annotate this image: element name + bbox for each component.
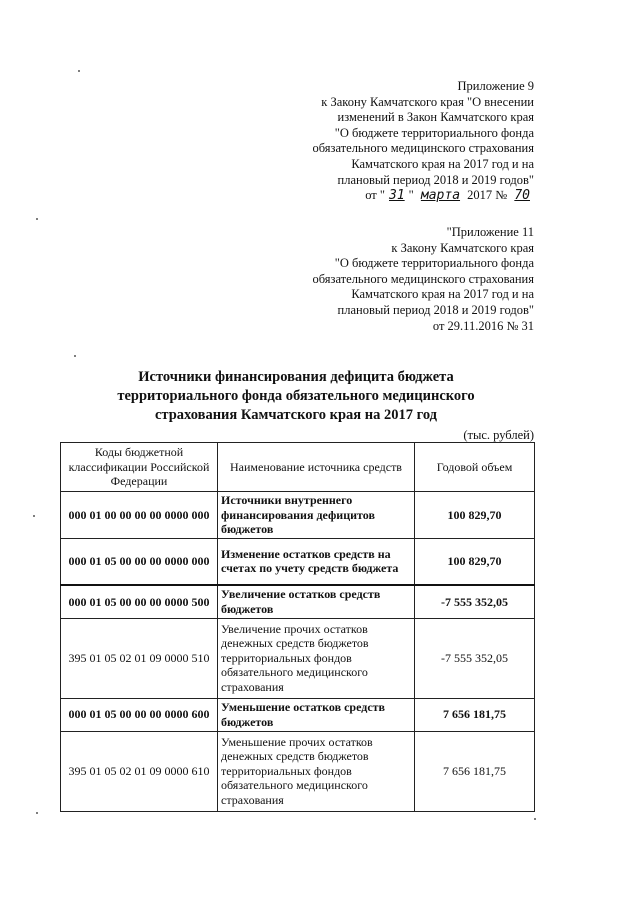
- row-name: Источники внутреннего финансирования дефицитов бюджетов: [218, 492, 415, 539]
- title-line: страхования Камчатского края на 2017 год: [154, 407, 438, 423]
- row-name: Изменение остатков средств на счетах по учету средств бюджета: [218, 538, 415, 585]
- header-name: Наименование источника средств: [218, 443, 415, 492]
- appendix-11-line: Камчатского края на 2017 год и на: [351, 287, 534, 302]
- table-row: [61, 618, 535, 698]
- appendix-9-line: Камчатского края на 2017 год и на: [351, 156, 534, 171]
- row-code: 000 01 05 00 00 00 0000 600: [61, 698, 218, 731]
- row-name: Увеличение остатков средств бюджетов: [218, 585, 415, 618]
- date-mid: ": [408, 188, 414, 203]
- scan-speck: [33, 515, 35, 517]
- scan-speck: [78, 70, 80, 72]
- table-header-row: [61, 443, 535, 492]
- date-day-handwritten: 31: [389, 188, 405, 204]
- date-prefix: от ": [365, 188, 385, 203]
- scan-speck: [36, 812, 38, 814]
- document-title: [96, 368, 496, 425]
- table-row: [61, 585, 535, 618]
- appendix-11-header: [312, 225, 534, 334]
- table-row: [61, 698, 535, 731]
- row-code: 395 01 05 02 01 09 0000 510: [61, 618, 218, 698]
- row-name: Уменьшение остатков средств бюджетов: [218, 698, 415, 731]
- row-code: 395 01 05 02 01 09 0000 610: [61, 731, 218, 811]
- header-codes: Коды бюджетной классификации Российской Федерации: [61, 443, 218, 492]
- row-code: 000 01 05 00 00 00 0000 500: [61, 585, 218, 618]
- table-row: [61, 492, 535, 539]
- scan-speck: [74, 355, 76, 357]
- appendix-11-line: от 29.11.2016 № 31: [432, 318, 534, 333]
- appendix-11-line: к Закону Камчатского края: [391, 240, 534, 255]
- appendix-9-line: изменений в Закон Камчатского края: [337, 110, 534, 125]
- appendix-11-line: "Приложение 11: [446, 225, 534, 239]
- row-amount: 100 829,70: [415, 538, 535, 585]
- scan-speck: [534, 818, 536, 820]
- appendix-11-line: "О бюджете территориального фонда: [334, 256, 534, 271]
- row-amount: 7 656 181,75: [415, 698, 535, 731]
- row-code: 000 01 00 00 00 00 0000 000: [61, 492, 218, 539]
- date-month-handwritten: марта: [420, 188, 461, 204]
- title-line: территориального фонда обязательного медицинского: [117, 388, 475, 404]
- row-amount: 7 656 181,75: [415, 731, 535, 811]
- financing-sources-table: [60, 442, 535, 812]
- row-amount: 100 829,70: [415, 492, 535, 539]
- row-name: Увеличение прочих остатков денежных средств бюджетов территориальных фондов обязательного медицинского страхования: [218, 618, 415, 698]
- title-line: Источники финансирования дефицита бюджета: [138, 369, 454, 385]
- scan-speck: [36, 218, 38, 220]
- appendix-9-line: к Закону Камчатского края "О внесении: [321, 94, 534, 109]
- appendix-9-line: Приложение 9: [457, 79, 534, 93]
- table-row: [61, 538, 535, 585]
- appendix-11-line: обязательного медицинского страхования: [312, 271, 534, 286]
- row-amount: -7 555 352,05: [415, 585, 535, 618]
- units-label: (тыс. рублей): [463, 428, 534, 442]
- row-name: Уменьшение прочих остатков денежных средств бюджетов территориальных фондов обязательного медицинского страхования: [218, 731, 415, 811]
- appendix-11-line: плановый период 2018 и 2019 годов": [337, 302, 534, 317]
- appendix-9-line: обязательного медицинского страхования: [312, 141, 534, 156]
- appendix-9-line: плановый период 2018 и 2019 годов": [337, 172, 534, 187]
- header-amount: Годовой объем: [415, 443, 535, 492]
- appendix-9-line: "О бюджете территориального фонда: [334, 125, 534, 140]
- table-row: [61, 731, 535, 811]
- date-number-handwritten: 70: [514, 188, 530, 204]
- row-code: 000 01 05 00 00 00 0000 000: [61, 538, 218, 585]
- appendix-9-date: [312, 188, 534, 204]
- date-year: 2017 №: [467, 188, 508, 203]
- row-amount: -7 555 352,05: [415, 618, 535, 698]
- appendix-9-header: [312, 79, 534, 204]
